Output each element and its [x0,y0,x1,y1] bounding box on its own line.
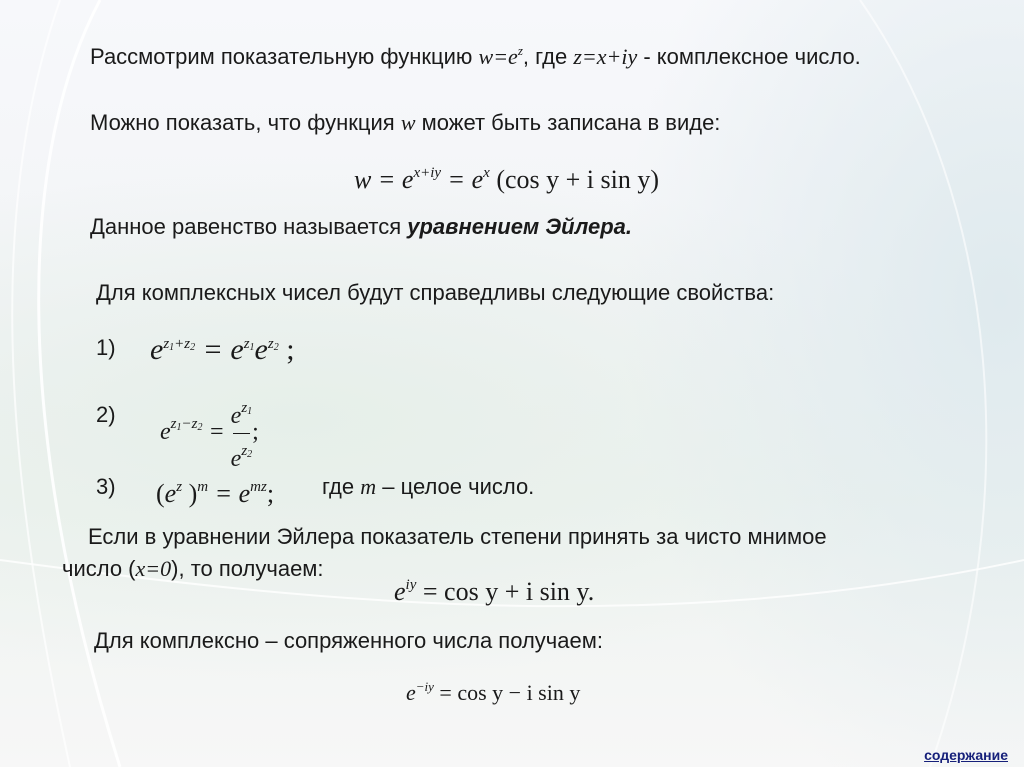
function-w: $w=e^z$ [478,43,523,69]
imaginary-formula: $e^{iy} = \cos y + i$ sin y. [394,577,595,606]
intro-mid: , где [522,44,574,69]
intro-post: - комплексное число. [637,44,861,69]
property-3-note: где m – целое число. [322,474,535,499]
imaginary-text-line1: Если в уравнении Эйлера показатель степени принять за чисто мнимое [88,524,827,549]
property-1-number: 1) [96,335,116,360]
representation-line: Можно показать, что функция w может быть записана в виде: [90,110,721,135]
euler-equation-name: уравнением Эйлера. [407,214,632,239]
complex-z: z=x+iy [573,44,638,69]
property-3-formula: ($e^z$ )$^m = e^{mz}$; [156,479,275,508]
toc-link[interactable]: содержание [924,747,1008,763]
intro-line [90,38,861,70]
imaginary-text-line2: число (x=0), то получаем: [62,556,324,581]
conjugate-formula: $e^{-iy} = \cos y - i$ sin y [406,679,581,705]
property-1-formula: $e^{z_1+z_2} = e^{z_1}e^{z_2}$ ; [150,333,295,366]
euler-formula: $w = e^{x+iy} = e^x$ (cos y + i sin y) [354,165,660,194]
conjugate-text: Для комплексно – сопряженного числа получаем: [94,628,603,653]
property-3-number: 3) [96,474,116,499]
properties-intro: Для комплексных чисел будут справедливы следующие свойства: [96,280,775,305]
property-2-formula: $e^{z_1-z_2}$ = $\frac{e^{z_1}}{e^{z_2}}$ ; [160,399,259,472]
property-2-number: 2) [96,402,116,427]
intro-text: Рассмотрим показательную функцию [90,44,479,69]
euler-name-line: Данное равенство называется уравнением Эйлера. [90,214,632,239]
